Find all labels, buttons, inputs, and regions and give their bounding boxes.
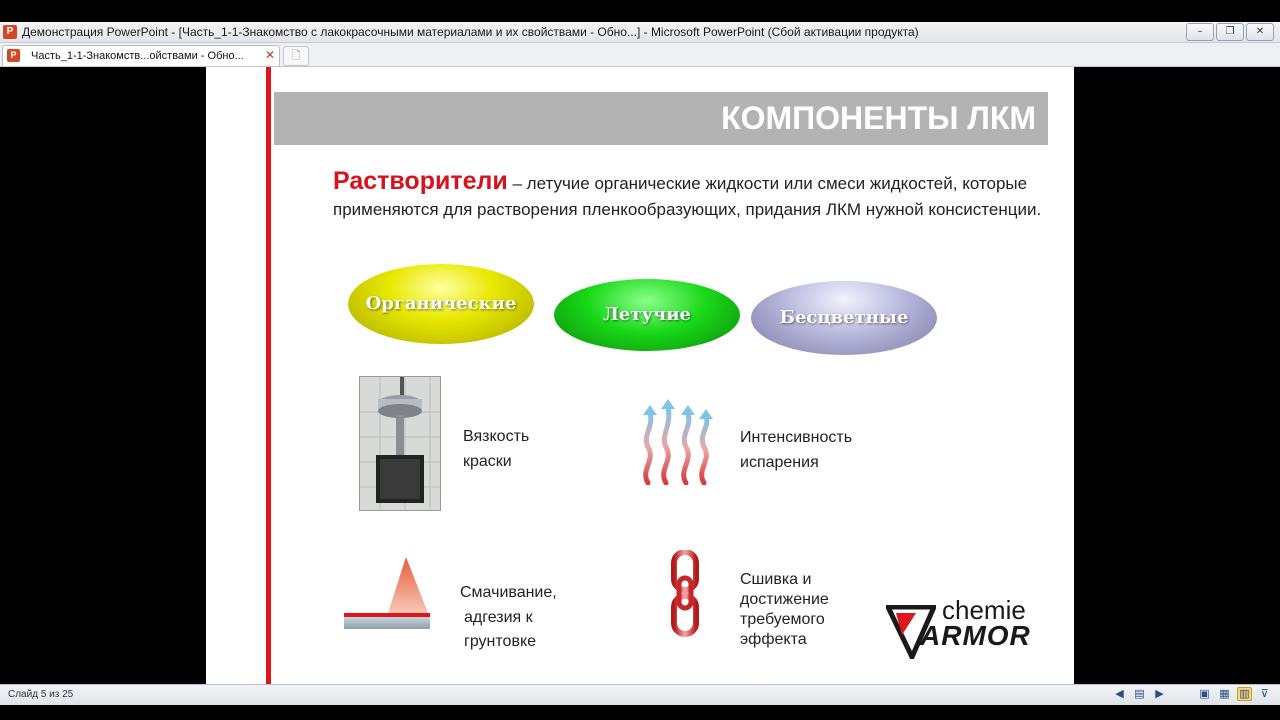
powerpoint-app-icon[interactable]: P [3,25,17,39]
minimize-button[interactable]: – [1186,23,1214,41]
slideshow-view-icon[interactable]: ⊽ [1260,687,1269,700]
wetting-label-3: грунтовке [464,633,537,650]
next-slide-icon[interactable]: ▶ [1155,687,1164,700]
normal-view-icon[interactable]: ▣ [1199,687,1210,700]
restore-button[interactable]: ❐ [1216,23,1244,41]
slide-counter: Слайд 5 из 25 [8,689,74,700]
slide-heading: КОМПОНЕНТЫ ЛКМ [721,100,1036,136]
crosslink-label-2: достижение [740,591,829,608]
crosslink-label-4: эффекта [740,631,807,648]
document-tab-label: Часть_1-1-Знакомств...ойствами - Обно... [31,50,244,62]
logo-armor-text: ARMOR [920,620,1031,651]
status-controls [1112,687,1272,701]
evaporation-label-2: испарения [740,454,819,471]
oval-volatile: Летучие [554,279,740,351]
previous-slide-icon[interactable]: ◀ [1115,687,1124,700]
window-controls [1186,23,1274,41]
viscosity-label-2: краски [463,453,512,470]
crosslink-label-1: Сшивка и [740,571,812,588]
statusbar [0,684,1280,705]
wetting-label-2: адгезия к [464,609,533,626]
slide-heading-bar [274,92,1048,145]
slide-accent-line [266,67,271,684]
reading-view-icon[interactable]: ▥ [1237,687,1252,701]
window-titlebar [0,22,1280,43]
chain-links-icon [668,550,704,638]
viscometer-illustration [360,377,440,510]
definition-term: Растворители [333,167,508,195]
viscometer-photo [359,376,441,511]
oval-organic: Органические [348,264,534,344]
wetting-drop-icon [342,555,432,631]
definition-paragraph [333,167,1048,223]
crosslink-label-3: требуемого [740,611,825,628]
logo-chemie-text: chemie [942,595,1026,625]
evaporation-arrows-icon [638,399,718,485]
slide-sorter-icon[interactable]: ▦ [1219,687,1230,700]
new-tab-button[interactable]: 🗋 [283,46,309,66]
document-tab[interactable] [2,45,280,66]
viscosity-label-1: Вязкость [463,428,530,445]
spacer [1172,687,1192,701]
chemie-armor-logo [886,595,1051,663]
evaporation-label-1: Интенсивность [740,429,853,446]
oval-colorless: Бесцветные [751,281,937,355]
wetting-label-1: Смачивание, [460,584,557,601]
document-tabbar [0,43,1280,67]
slide-canvas[interactable] [206,67,1074,684]
window-title: Демонстрация PowerPoint - [Часть_1-1-Знакомство с лакокрасочными материалами и их свойствами - Обно...] - Microsoft PowerPoint (Сбой активации продукта) [22,25,919,39]
close-button[interactable]: ✕ [1246,23,1274,41]
slideshow-menu-icon[interactable]: ▤ [1134,687,1145,700]
definition-text: – летучие органические жидкости или смеси жидкостей, которые применяются для растворения пленкообразующих, придания ЛКМ нужной консистенции. [333,174,1042,219]
powerpoint-file-icon: P [7,49,20,62]
tab-close-icon[interactable]: ✕ [264,48,275,62]
